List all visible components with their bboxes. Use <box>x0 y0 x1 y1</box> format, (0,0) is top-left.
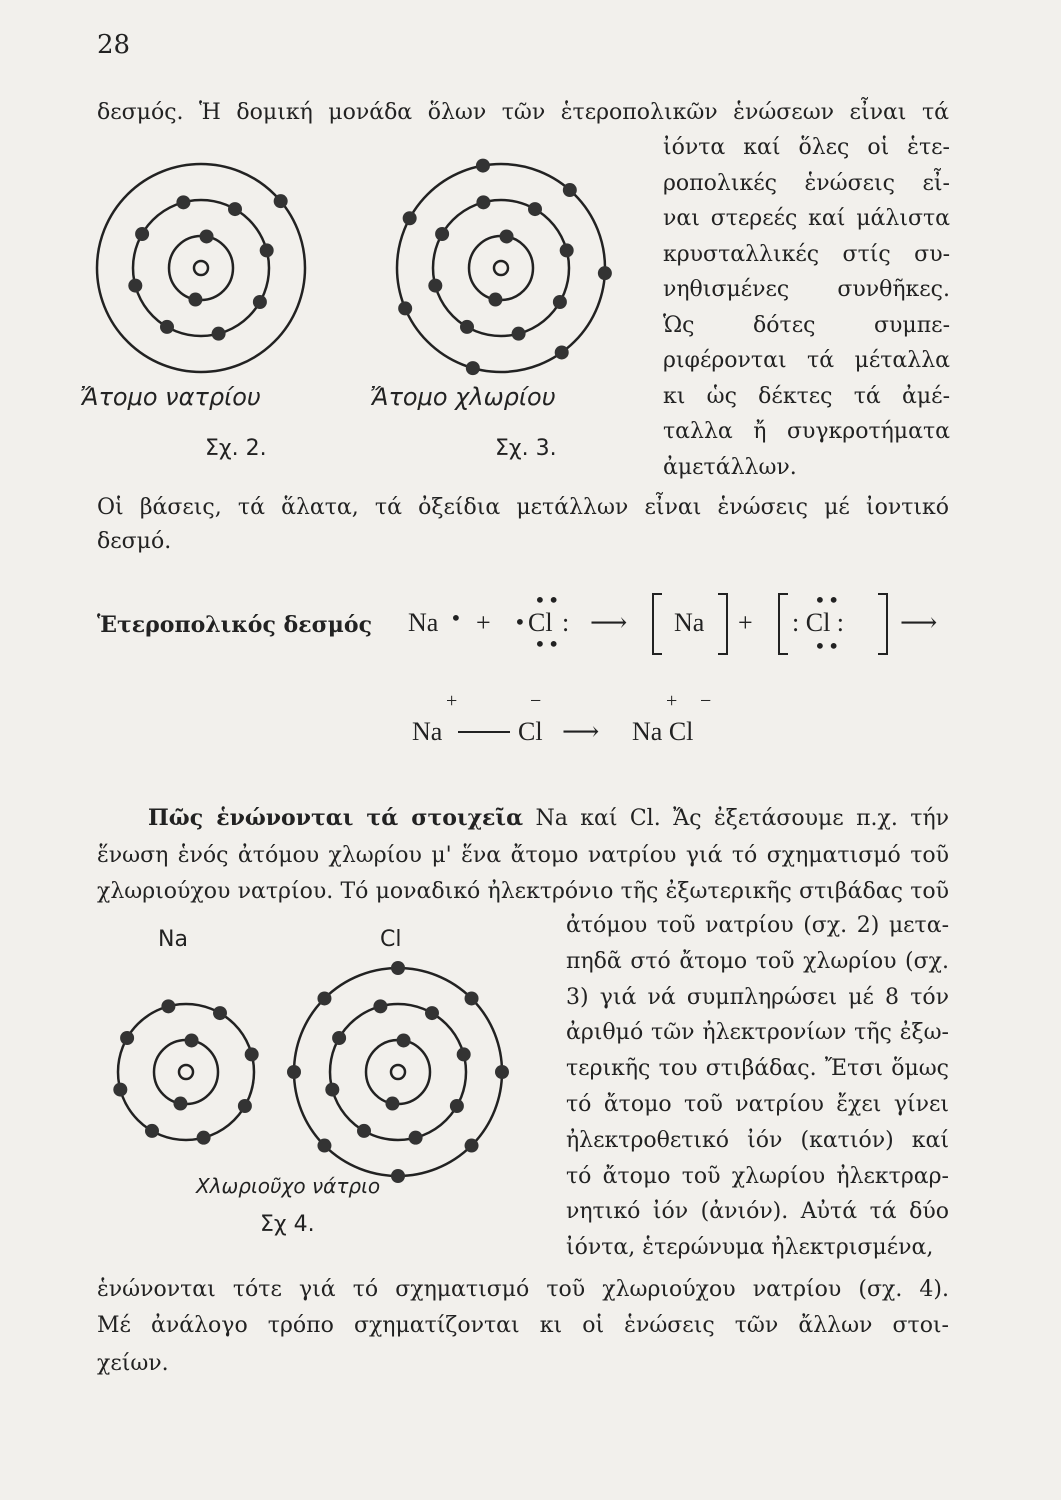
side-text-line: κρυσταλλικές στίς συ- <box>663 241 950 267</box>
nucleus <box>494 261 508 275</box>
electron <box>245 1047 259 1061</box>
sodium-atom-label: Ἄτομο νατρίου <box>80 383 261 411</box>
electron-shell <box>154 1040 218 1104</box>
nucleus <box>194 261 208 275</box>
bond-line <box>458 731 510 733</box>
sodium-ion-diagram <box>113 999 258 1144</box>
electron <box>188 293 202 307</box>
electron <box>598 266 612 280</box>
electron <box>120 1031 134 1045</box>
bracket-right-1 <box>718 593 728 655</box>
electron <box>176 195 190 209</box>
electron <box>113 1083 127 1097</box>
electron <box>397 1033 411 1047</box>
cl-ion-symbol: : Cl : <box>792 608 845 637</box>
cl-minus-symbol: Cl <box>518 717 543 746</box>
text-line-1: δεσμός. Ἡ δομική μονάδα ὅλων τῶν ἑτεροπολικῶν ἑνώσεων εἶναι τά <box>97 100 949 125</box>
equation-heading: Ἑτεροπολικός δεσμός <box>97 612 372 638</box>
side-text-line: νητικό ἰόν (ἀνιόν). Αὐτά τά δύο <box>566 1199 949 1225</box>
nucleus <box>179 1065 193 1079</box>
electron <box>465 1139 479 1153</box>
side-text-line: ναι στερεές καί μάλιστα <box>663 206 950 231</box>
electron <box>260 243 274 257</box>
side-text-line: ταλλα ἤ συγκροτήματα <box>663 419 950 444</box>
side-text-line: πηδᾶ στό ἄτομο τοῦ χλωρίου (σχ. <box>566 948 949 974</box>
electron <box>200 229 214 243</box>
cl-dots-top: •• <box>534 588 562 612</box>
para-line-1: Οἱ βάσεις, τά ἅλατα, τά ὀξείδια μετάλλων εἶναι ἑνώσεις μέ ἰοντικό <box>97 495 949 520</box>
electron <box>145 1124 159 1138</box>
side-text-line: τό ἄτομο τοῦ νατρίου ἔχει γίνει <box>566 1092 949 1117</box>
electron <box>160 320 174 334</box>
electron <box>287 1065 301 1079</box>
nucleus <box>391 1065 405 1079</box>
electron <box>391 1169 405 1183</box>
electron <box>385 1097 399 1111</box>
electron <box>391 961 405 975</box>
electron <box>560 243 574 257</box>
na-symbol: Na <box>408 608 439 637</box>
side-text-line: τό ἄτομο τοῦ χλωρίου ἠλεκτραρ- <box>566 1163 949 1189</box>
electron <box>274 194 288 208</box>
plus-sign-2: + <box>738 608 753 637</box>
side-text-line: ἰόντα καί ὅλες οἱ ἑτε- <box>663 135 950 160</box>
electron <box>185 1033 199 1047</box>
cl-electron-dot-left: • <box>514 610 528 634</box>
electron <box>173 1097 187 1111</box>
electron-shell <box>469 236 533 300</box>
electron <box>465 991 479 1005</box>
electron-shell <box>366 1040 430 1104</box>
electron <box>398 301 412 315</box>
electron-shell <box>118 1004 254 1140</box>
side-text-line: 3) γιά νά συμπληρώσει μέ 8 τόν <box>566 984 949 1010</box>
electron <box>253 295 267 309</box>
electron-shell <box>97 164 305 372</box>
fig3-caption: Σχ. 3. <box>495 436 557 461</box>
sodium-atom-diagram <box>97 164 305 372</box>
cl-symbol: Cl <box>528 608 553 637</box>
cl-dots-bottom: •• <box>534 632 562 656</box>
side-text-line: ἀτόμου τοῦ νατρίου (σχ. 2) μετα- <box>566 913 949 938</box>
electron <box>563 183 577 197</box>
fig4-caption: Σχ 4. <box>260 1212 315 1237</box>
arrow-3: ⟶ <box>562 717 600 746</box>
electron <box>357 1124 371 1138</box>
electron <box>428 279 442 293</box>
electron <box>332 1031 346 1045</box>
electron <box>128 279 142 293</box>
na-ion-symbol: Na <box>674 608 705 637</box>
arrow-2: ⟶ <box>900 608 938 637</box>
electron <box>213 1006 227 1020</box>
side-text-line: ἰόντα, ἑτερώνυμα ἠλεκτρισμένα, <box>566 1235 934 1261</box>
side-text-line: ἀριθμό τῶν ἠλεκτρονίων τῆς ἐξω- <box>566 1020 949 1046</box>
electron <box>476 159 490 173</box>
electron <box>197 1131 211 1145</box>
para-line-2: δεσμό. <box>97 529 172 554</box>
bottom-heading: Πῶς ἑνώνονται τά στοιχεῖα <box>148 805 524 831</box>
electron <box>317 1139 331 1153</box>
chlorine-atom-diagram <box>397 159 612 376</box>
bottom-heading-rest: Na καί Cl. Ἄς ἐξετάσουμε π.χ. τήν <box>535 806 949 831</box>
electron <box>409 1131 423 1145</box>
na-label: Na <box>158 927 188 952</box>
bottom-line-full-3: χείων. <box>97 1351 169 1376</box>
electron <box>325 1083 339 1097</box>
electron <box>555 345 569 359</box>
plus-charge-1: + <box>446 690 458 712</box>
bracket-right-2 <box>878 593 888 655</box>
nacl-product: Na Cl <box>632 717 694 746</box>
side-text-line: ροπολικές ἑνώσεις εἶ- <box>663 170 950 196</box>
electron <box>460 320 474 334</box>
side-text-line: Ὡς δότες συμπε- <box>663 312 950 338</box>
side-text-line: νηθισμένες συνθῆκες. <box>663 277 950 302</box>
electron <box>528 202 542 216</box>
cl-ion-dots-top: •• <box>814 588 842 612</box>
na-electron-dot: • <box>450 606 464 630</box>
electron <box>476 195 490 209</box>
electron <box>228 202 242 216</box>
plus-sign: + <box>476 608 491 637</box>
bottom-line-1 <box>148 804 949 833</box>
cl-label: Cl <box>380 927 402 952</box>
electron <box>553 295 567 309</box>
electron <box>450 1099 464 1113</box>
arrow-1: ⟶ <box>590 608 628 637</box>
minus-charge-1: − <box>530 690 542 712</box>
electron-shell <box>169 236 233 300</box>
electron <box>457 1047 471 1061</box>
side-text-line: ἀμετάλλων. <box>663 454 797 480</box>
electron <box>403 211 417 225</box>
chlorine-atom-label: Ἄτομο χλωρίου <box>370 383 556 411</box>
bottom-line-full-2: Μέ ἀνάλογο τρόπο σχηματίζονται κι οἱ ἑνώσεις τῶν ἄλλων στοι- <box>97 1313 949 1338</box>
fig2-caption: Σχ. 2. <box>205 436 267 461</box>
plus-charge-2: + <box>666 690 678 712</box>
electron <box>500 229 514 243</box>
electron-shell <box>133 200 269 336</box>
side-text-line: ἠλεκτροθετικό ἰόν (κατιόν) καί <box>566 1127 949 1153</box>
electron-shell <box>330 1004 466 1140</box>
electron <box>161 999 175 1013</box>
bracket-left-2 <box>778 593 788 655</box>
bottom-line-2: ἕνωση ἑνός ἀτόμου χλωρίου μ' ἕνα ἄτομο νατρίου γιά τό σχηματισμό τοῦ <box>97 843 949 868</box>
electron <box>435 227 449 241</box>
side-text-line: τερικῆς του στιβάδας. Ἔτσι ὅμως <box>566 1056 949 1082</box>
electron <box>317 991 331 1005</box>
electron <box>425 1006 439 1020</box>
electron <box>495 1065 509 1079</box>
chloride-ion-diagram <box>287 961 509 1183</box>
electron <box>135 227 149 241</box>
compound-label: Χλωριοῦχο νάτριο <box>196 1174 381 1198</box>
side-text-line: κι ὡς δέκτες τά ἀμέ- <box>663 383 950 409</box>
bracket-left-1 <box>652 593 662 655</box>
electron <box>488 293 502 307</box>
electron <box>466 361 480 375</box>
bottom-line-3: χλωριούχου νατρίου. Τό μοναδικό ἠλεκτρόνιο τῆς ἐξωτερικῆς στιβάδας τοῦ <box>97 879 949 904</box>
minus-charge-2: − <box>700 690 712 712</box>
cl-colon: : <box>562 608 570 637</box>
electron-shell <box>433 200 569 336</box>
bottom-line-full-1: ἑνώνονται τότε γιά τό σχηματισμό τοῦ χλωριούχου νατρίου (σχ. 4). <box>97 1277 949 1302</box>
cl-ion-dots-bottom: •• <box>814 634 842 658</box>
page-number: 28 <box>97 30 131 60</box>
side-text-line: ριφέρονται τά μέταλλα <box>663 348 950 373</box>
electron <box>512 327 526 341</box>
na-plus-symbol: Na <box>412 717 443 746</box>
electron <box>212 327 226 341</box>
electron <box>373 999 387 1013</box>
electron <box>238 1099 252 1113</box>
